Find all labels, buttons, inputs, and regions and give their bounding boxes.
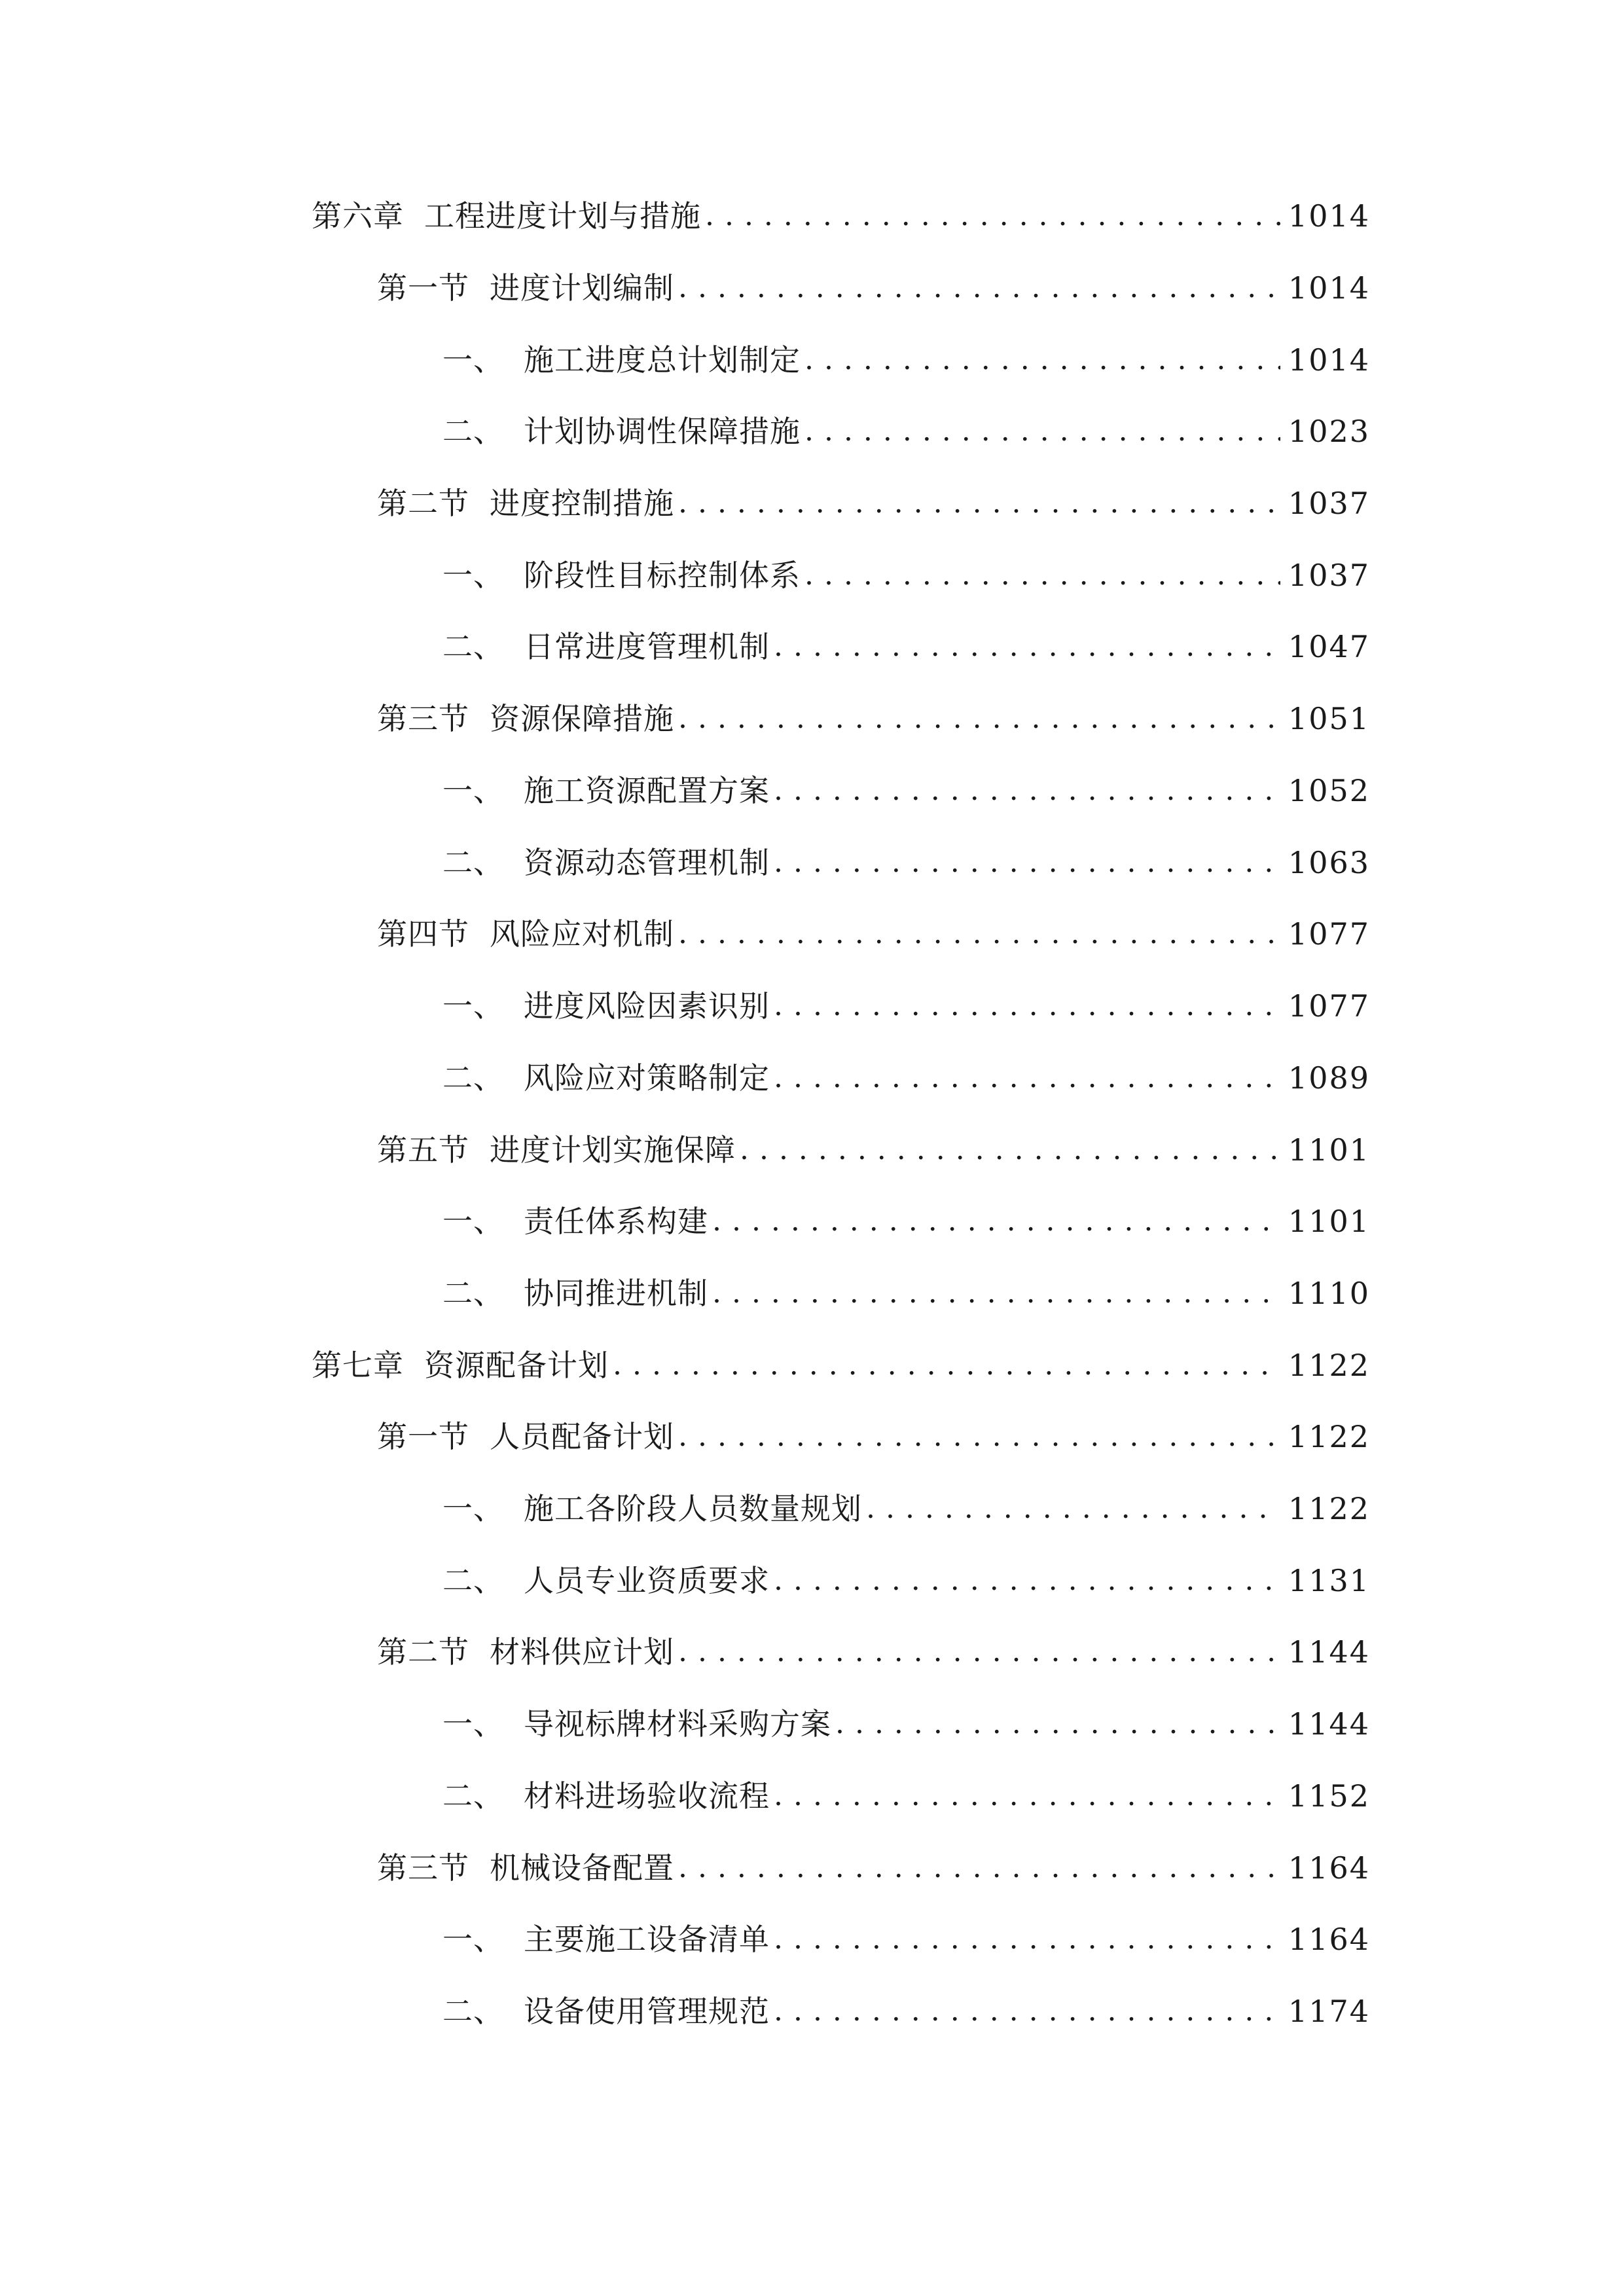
entry-page-number: 1014 bbox=[1288, 198, 1370, 234]
entry-page-number: 1101 bbox=[1288, 1204, 1370, 1239]
toc-entry[interactable] bbox=[442, 1195, 1370, 1247]
dot-leader bbox=[712, 1266, 1280, 1319]
toc-entry[interactable] bbox=[377, 908, 1370, 960]
entry-page-number: 1110 bbox=[1288, 1276, 1370, 1311]
entry-title: 进度风险因素识别 bbox=[524, 988, 770, 1024]
entry-label bbox=[377, 1842, 674, 1894]
entry-page-number: 1023 bbox=[1288, 414, 1370, 449]
toc-entry[interactable] bbox=[442, 620, 1370, 673]
entry-number: 第四节 bbox=[377, 916, 469, 952]
entry-label bbox=[442, 1770, 770, 1822]
dot-leader bbox=[712, 1194, 1280, 1247]
entry-page-number: 1047 bbox=[1288, 629, 1370, 664]
toc-entry[interactable] bbox=[442, 836, 1370, 889]
entry-page-number: 1051 bbox=[1288, 701, 1370, 736]
dot-leader bbox=[678, 476, 1280, 529]
entry-label bbox=[377, 262, 674, 314]
dot-leader bbox=[774, 978, 1280, 1032]
entry-number: 二、 bbox=[442, 845, 504, 880]
entry-page-number: 1122 bbox=[1288, 1348, 1370, 1383]
toc-entry[interactable] bbox=[442, 549, 1370, 601]
dot-leader bbox=[866, 1481, 1280, 1535]
entry-page-number: 1089 bbox=[1288, 1060, 1370, 1096]
entry-label bbox=[442, 1985, 770, 2037]
entry-title: 导视标牌材料采购方案 bbox=[524, 1706, 831, 1742]
dot-leader bbox=[774, 619, 1280, 673]
entry-number: 第三节 bbox=[377, 701, 469, 736]
entry-number: 第三节 bbox=[377, 1850, 469, 1886]
entry-page-number: 1174 bbox=[1288, 1994, 1370, 2029]
toc-entry[interactable] bbox=[442, 980, 1370, 1032]
entry-page-number: 1063 bbox=[1288, 845, 1370, 880]
toc-entry[interactable] bbox=[442, 1913, 1370, 1965]
entry-title: 阶段性目标控制体系 bbox=[524, 558, 801, 593]
entry-number: 二、 bbox=[442, 1563, 504, 1598]
dot-leader bbox=[804, 404, 1280, 457]
entry-title: 主要施工设备清单 bbox=[524, 1922, 770, 1957]
dot-leader bbox=[613, 1338, 1280, 1391]
toc-entry[interactable] bbox=[442, 1985, 1370, 2037]
entry-title: 日常进度管理机制 bbox=[524, 629, 770, 664]
entry-label bbox=[377, 477, 674, 529]
dot-leader bbox=[740, 1122, 1280, 1176]
entry-label bbox=[442, 405, 801, 457]
entry-label bbox=[377, 1626, 674, 1678]
dot-leader bbox=[678, 260, 1280, 314]
toc-entry[interactable] bbox=[442, 1698, 1370, 1750]
toc-entry[interactable] bbox=[312, 190, 1370, 242]
entry-label bbox=[442, 1267, 708, 1319]
entry-label bbox=[442, 1195, 708, 1247]
entry-title: 施工资源配置方案 bbox=[524, 773, 770, 808]
toc-entry[interactable] bbox=[377, 692, 1370, 745]
entry-title: 人员专业资质要求 bbox=[524, 1563, 770, 1598]
entry-page-number: 1014 bbox=[1288, 270, 1370, 306]
entry-label bbox=[377, 1410, 674, 1463]
dot-leader bbox=[804, 548, 1280, 601]
entry-number: 一、 bbox=[442, 342, 504, 378]
entry-page-number: 1101 bbox=[1288, 1132, 1370, 1168]
entry-label bbox=[442, 334, 801, 386]
entry-number: 二、 bbox=[442, 414, 504, 449]
dot-leader bbox=[804, 332, 1280, 386]
entry-title: 资源动态管理机制 bbox=[524, 845, 770, 880]
toc-entry[interactable] bbox=[442, 1554, 1370, 1607]
entry-number: 第七章 bbox=[312, 1348, 404, 1383]
dot-leader bbox=[774, 1912, 1280, 1965]
toc-entry[interactable] bbox=[442, 1482, 1370, 1535]
entry-label bbox=[442, 1554, 770, 1607]
entry-label bbox=[377, 908, 674, 960]
entry-title: 材料进场验收流程 bbox=[524, 1778, 770, 1814]
dot-leader bbox=[774, 835, 1280, 889]
toc-entry[interactable] bbox=[442, 1770, 1370, 1822]
dot-leader bbox=[774, 763, 1280, 817]
entry-label bbox=[442, 1913, 770, 1965]
entry-title: 设备使用管理规范 bbox=[524, 1994, 770, 2029]
entry-label bbox=[442, 1698, 831, 1750]
toc-entry[interactable] bbox=[377, 262, 1370, 314]
toc-entry[interactable] bbox=[442, 405, 1370, 457]
entry-title: 资源保障措施 bbox=[490, 701, 674, 736]
entry-title: 风险应对机制 bbox=[490, 916, 674, 952]
entry-label bbox=[442, 836, 770, 889]
toc-entry[interactable] bbox=[442, 764, 1370, 817]
entry-number: 第一节 bbox=[377, 1419, 469, 1454]
entry-page-number: 1037 bbox=[1288, 558, 1370, 593]
entry-page-number: 1014 bbox=[1288, 342, 1370, 378]
entry-page-number: 1164 bbox=[1288, 1922, 1370, 1957]
dot-leader bbox=[678, 906, 1280, 960]
entry-label bbox=[442, 764, 770, 817]
entry-number: 二、 bbox=[442, 1778, 504, 1814]
entry-number: 一、 bbox=[442, 1706, 504, 1742]
entry-label bbox=[312, 1339, 609, 1391]
dot-leader bbox=[774, 1984, 1280, 2037]
entry-number: 第一节 bbox=[377, 270, 469, 306]
entry-label bbox=[442, 620, 770, 673]
entry-number: 一、 bbox=[442, 1491, 504, 1526]
dot-leader bbox=[774, 1768, 1280, 1822]
entry-page-number: 1122 bbox=[1288, 1419, 1370, 1454]
entry-label bbox=[442, 1052, 770, 1104]
dot-leader bbox=[678, 1840, 1280, 1894]
entry-title: 施工进度总计划制定 bbox=[524, 342, 801, 378]
entry-page-number: 1122 bbox=[1288, 1491, 1370, 1526]
entry-title: 责任体系构建 bbox=[524, 1204, 708, 1239]
entry-title: 协同推进机制 bbox=[524, 1276, 708, 1311]
entry-number: 二、 bbox=[442, 1060, 504, 1096]
entry-number: 二、 bbox=[442, 629, 504, 664]
entry-number: 第五节 bbox=[377, 1132, 469, 1168]
entry-title: 进度计划编制 bbox=[490, 270, 674, 306]
entry-page-number: 1152 bbox=[1288, 1778, 1370, 1814]
entry-number: 第二节 bbox=[377, 486, 469, 521]
dot-leader bbox=[705, 188, 1280, 242]
entry-label bbox=[442, 549, 801, 601]
entry-page-number: 1164 bbox=[1288, 1850, 1370, 1886]
dot-leader bbox=[835, 1696, 1280, 1750]
entry-title: 进度计划实施保障 bbox=[490, 1132, 736, 1168]
toc-entry[interactable] bbox=[442, 1052, 1370, 1104]
entry-number: 二、 bbox=[442, 1276, 504, 1311]
toc-entry[interactable] bbox=[377, 1124, 1370, 1176]
entry-title: 人员配备计划 bbox=[490, 1419, 674, 1454]
entry-label bbox=[377, 1124, 736, 1176]
entry-page-number: 1144 bbox=[1288, 1706, 1370, 1742]
entry-label bbox=[312, 190, 701, 242]
dot-leader bbox=[678, 1409, 1280, 1463]
entry-title: 风险应对策略制定 bbox=[524, 1060, 770, 1096]
toc-entry[interactable] bbox=[442, 334, 1370, 386]
entry-title: 施工各阶段人员数量规划 bbox=[524, 1491, 862, 1526]
entry-title: 资源配备计划 bbox=[424, 1348, 609, 1383]
dot-leader bbox=[678, 1624, 1280, 1678]
toc-entry[interactable] bbox=[377, 1410, 1370, 1463]
entry-number: 一、 bbox=[442, 1922, 504, 1957]
entry-label bbox=[442, 1482, 862, 1535]
entry-number: 一、 bbox=[442, 773, 504, 808]
toc-entry[interactable] bbox=[377, 1626, 1370, 1678]
entry-page-number: 1131 bbox=[1288, 1563, 1370, 1598]
entry-page-number: 1144 bbox=[1288, 1634, 1370, 1670]
dot-leader bbox=[774, 1050, 1280, 1104]
entry-number: 一、 bbox=[442, 558, 504, 593]
entry-page-number: 1052 bbox=[1288, 773, 1370, 808]
dot-leader bbox=[678, 691, 1280, 745]
entry-page-number: 1077 bbox=[1288, 916, 1370, 952]
dot-leader bbox=[774, 1553, 1280, 1607]
toc-entry[interactable] bbox=[442, 1267, 1370, 1319]
entry-number: 一、 bbox=[442, 1204, 504, 1239]
entry-label bbox=[442, 980, 770, 1032]
toc-entry[interactable] bbox=[377, 1842, 1370, 1894]
entry-label bbox=[377, 692, 674, 745]
entry-number: 二、 bbox=[442, 1994, 504, 2029]
entry-title: 进度控制措施 bbox=[490, 486, 674, 521]
toc-entry[interactable] bbox=[377, 477, 1370, 529]
entry-number: 一、 bbox=[442, 988, 504, 1024]
entry-title: 工程进度计划与措施 bbox=[424, 198, 701, 234]
entry-title: 机械设备配置 bbox=[490, 1850, 674, 1886]
entry-title: 材料供应计划 bbox=[490, 1634, 674, 1670]
entry-title: 计划协调性保障措施 bbox=[524, 414, 801, 449]
entry-page-number: 1037 bbox=[1288, 486, 1370, 521]
entry-number: 第二节 bbox=[377, 1634, 469, 1670]
entry-number: 第六章 bbox=[312, 198, 404, 234]
entry-page-number: 1077 bbox=[1288, 988, 1370, 1024]
toc-entry[interactable] bbox=[312, 1339, 1370, 1391]
